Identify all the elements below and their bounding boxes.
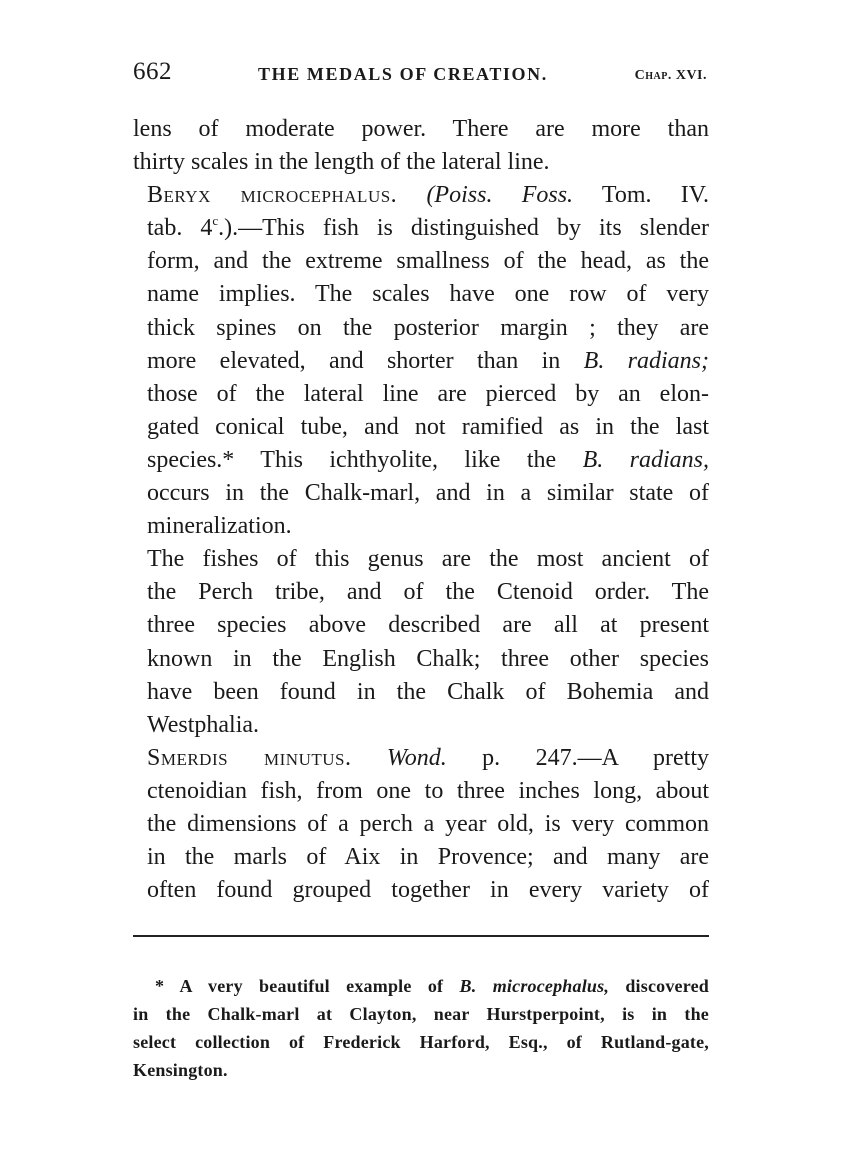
text-line: name implies. The scales have one row of very bbox=[147, 281, 709, 308]
text-line: occurs in the Chalk-marl, and in a similar state of bbox=[147, 480, 709, 507]
chapter-reference bbox=[635, 64, 707, 84]
paragraph-genus bbox=[133, 543, 709, 742]
paragraph-beryx bbox=[133, 179, 709, 543]
text-line: form, and the extreme smallness of the head, as the bbox=[147, 248, 709, 275]
text-fragment: species.* This ichthyolite, like the bbox=[147, 446, 557, 473]
text-fragment: more elevated, and shorter than in bbox=[147, 347, 561, 374]
text-line bbox=[133, 212, 709, 245]
text-line: known in the English Chalk; three other species bbox=[147, 645, 709, 672]
paragraph-1 bbox=[133, 113, 709, 179]
superscript: c bbox=[212, 213, 219, 229]
text-line: those of the lateral line are pierced by an elon- bbox=[147, 380, 709, 407]
text-line bbox=[133, 345, 709, 378]
text-line: three species above described are all at present bbox=[147, 612, 709, 639]
text-fragment: .).—This fish is distinguished by its slender bbox=[218, 215, 709, 242]
reference-italic: Wond. bbox=[386, 744, 447, 771]
main-text bbox=[133, 113, 709, 907]
species-name: Smerdis minutus. bbox=[147, 744, 352, 771]
footnote bbox=[133, 972, 709, 1084]
footnote-line: in the Chalk-marl at Clayton, near Hurstperpoint, is in the bbox=[133, 1004, 709, 1024]
page-header bbox=[133, 58, 713, 94]
text-line: have been found in the Chalk of Bohemia and bbox=[147, 678, 709, 705]
text-line: thirty scales in the length of the lateral line. bbox=[133, 149, 550, 176]
text-line: often found grouped together in every variety of bbox=[147, 877, 709, 904]
species-name: Beryx microcephalus. bbox=[147, 182, 398, 209]
text-line: the dimensions of a perch a year old, is very common bbox=[147, 810, 709, 837]
text-line: the Perch tribe, and of the Ctenoid order. The bbox=[147, 579, 709, 606]
text-line: gated conical tube, and not ramified as in the last bbox=[147, 413, 709, 440]
text-line: lens of moderate power. There are more than bbox=[133, 116, 709, 142]
species-italic: B. radians; bbox=[583, 347, 710, 374]
reference-italic: (Poiss. Foss. bbox=[426, 182, 574, 209]
footnote-line: select collection of Frederick Harford, Esq., of Rutland-gate, bbox=[133, 1032, 709, 1052]
reference-text: Tom. IV. bbox=[601, 182, 709, 209]
footnote-line: Kensington. bbox=[133, 1060, 228, 1080]
running-title: THE MEDALS OF CREATION. bbox=[258, 64, 548, 84]
text-fragment: * A very beautiful example of bbox=[155, 976, 444, 996]
text-line: mineralization. bbox=[147, 513, 292, 540]
paragraph-smerdis bbox=[133, 742, 709, 907]
species-italic: B. radians, bbox=[582, 446, 709, 473]
text-line bbox=[133, 179, 709, 212]
footnote-line bbox=[133, 972, 709, 1000]
chapter-ref-text: Chap. XVI. bbox=[634, 68, 707, 83]
text-line bbox=[133, 742, 709, 775]
text-line: The fishes of this genus are the most ancient of bbox=[147, 546, 709, 573]
species-italic: B. microcephalus, bbox=[459, 976, 610, 996]
text-fragment: tab. 4 bbox=[147, 215, 213, 242]
text-line: ctenoidian fish, from one to three inches long, about bbox=[147, 777, 709, 804]
reference-text: p. 247.—A pretty bbox=[482, 744, 709, 771]
text-line: in the marls of Aix in Provence; and many are bbox=[147, 844, 709, 871]
text-line bbox=[133, 444, 709, 477]
text-fragment: discovered bbox=[625, 976, 709, 996]
text-line: Westphalia. bbox=[147, 711, 260, 738]
page-number: 662 bbox=[133, 58, 172, 85]
text-line: thick spines on the posterior margin ; they are bbox=[147, 314, 709, 341]
footnote-divider bbox=[133, 935, 709, 937]
